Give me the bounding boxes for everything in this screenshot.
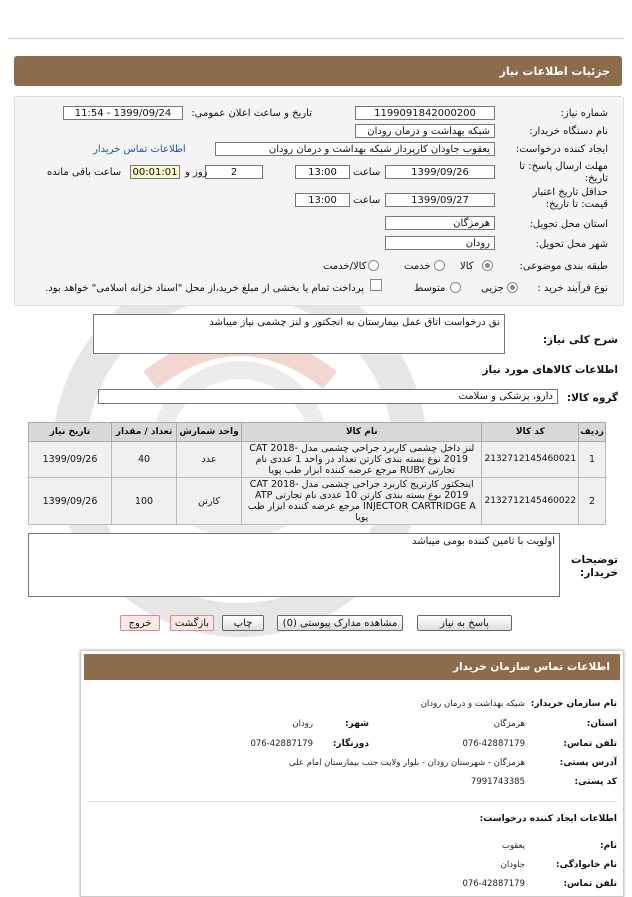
contact-card-header xyxy=(84,654,620,680)
category-label: طبقه بندی موضوعی: xyxy=(519,261,608,272)
exit-button[interactable]: خروج xyxy=(120,615,160,631)
table-row xyxy=(29,478,606,525)
col-date: تاریخ نیاز xyxy=(29,423,112,442)
back-button[interactable]: بازگشت xyxy=(170,615,214,631)
print-button[interactable]: چاپ xyxy=(222,615,264,631)
col-row: ردیف xyxy=(579,423,606,442)
city-field: رودان xyxy=(385,236,495,250)
cell-date: 1399/09/26 xyxy=(29,442,112,478)
city-value: رودان xyxy=(292,719,313,729)
category-radio-goods[interactable] xyxy=(482,260,493,272)
attachments-button[interactable]: مشاهده مدارک پیوستی (0) xyxy=(277,615,403,631)
need-number-field: 1199091842000200 xyxy=(355,106,495,120)
cell-qty: 40 xyxy=(112,442,177,478)
province-label: استان: xyxy=(586,719,617,729)
cell-unit: عدد xyxy=(177,442,242,478)
cell-code: 2132712145460021 xyxy=(482,442,579,478)
deadline-label: مهلت ارسال پاسخ: تا تاریخ: xyxy=(519,161,608,184)
goods-section-title: اطلاعات کالاهای مورد نیاز xyxy=(482,364,618,376)
col-unit: واحد شمارش xyxy=(177,423,242,442)
cell-code: 2132712145460022 xyxy=(482,478,579,525)
summary-textarea: نق درخواست اتاق عمل بیمارستان به انجکتور و لنز چشمی نیاز میباشد xyxy=(93,314,505,354)
top-divider xyxy=(8,38,624,39)
payment-note: پرداخت تمام یا بخشی از مبلغ خرید،از محل "اسناد خزانه اسلامی" خواهد بود. xyxy=(45,283,364,294)
category-radio-both[interactable] xyxy=(368,260,379,272)
creator-section-title: اطلاعات ایجاد کننده درخواست: xyxy=(479,814,617,824)
deadline-date-field: 1399/09/26 xyxy=(385,165,495,179)
days-label: روز و xyxy=(185,167,208,178)
reply-button[interactable]: پاسخ به نیاز xyxy=(417,615,512,631)
announce-field: 1399/09/24 - 11:54 xyxy=(63,106,183,120)
fax-label: دورنگار: xyxy=(332,739,369,749)
goods-group-label: گروه کالا: xyxy=(566,392,618,404)
creator-phone-value: 076-42887179 xyxy=(462,879,525,889)
name-value: یعقوب xyxy=(501,841,525,851)
name-label: نام: xyxy=(600,841,617,851)
buyer-notes-textarea: اولویت با تامین کننده بومی میباشد xyxy=(28,533,560,597)
province-value: هرمزگان xyxy=(493,719,525,729)
col-name: نام کالا xyxy=(242,423,482,442)
cell-name: اینجکتور کارتریج کاربرد جراحی چشمی مدل CAT 2018-2019 نوع بسته بندی کارتن 10 عددی نام تجارتی ATP INJECTOR CARTRIDGE A مرجع عرضه کننده ابزار طب پویا xyxy=(242,478,482,525)
phone-label: تلفن تماس: xyxy=(563,739,617,749)
org-value: شبکه بهداشت و درمان رودان xyxy=(420,699,525,709)
goods-table xyxy=(28,422,606,525)
goods-group-field: دارو، پزشکی و سلامت xyxy=(98,389,558,404)
creator-field: یعقوب جاودان کارپرداز شبکه بهداشت و درمان رودان xyxy=(215,142,495,156)
validity-time-label: ساعت xyxy=(353,195,381,206)
page-header xyxy=(14,56,622,86)
category-option-service: خدمت xyxy=(404,261,431,272)
contact-divider xyxy=(87,801,617,802)
buyer-label: نام دستگاه خریدار: xyxy=(529,126,608,137)
province-field: هرمزگان xyxy=(385,216,495,230)
cell-row: 1 xyxy=(579,442,606,478)
summary-label: شرح کلی نیاز: xyxy=(542,334,618,346)
buyer-contact-link[interactable]: اطلاعات تماس خریدار xyxy=(93,144,186,155)
category-option-both: کالا/خدمت xyxy=(323,261,367,272)
need-number-label: شماره نیاز: xyxy=(560,108,608,119)
province-label: استان محل تحویل: xyxy=(529,219,608,230)
category-radio-service[interactable] xyxy=(434,260,445,272)
goods-table-header xyxy=(29,423,606,442)
creator-label: ایجاد کننده درخواست: xyxy=(515,144,608,155)
family-label: نام خانوادگی: xyxy=(555,860,617,870)
announce-label: تاریخ و ساعت اعلان عمومی: xyxy=(191,108,312,119)
deadline-time-label: ساعت xyxy=(353,167,381,178)
city-label: شهر: xyxy=(345,719,369,729)
process-radio-medium[interactable] xyxy=(450,282,461,294)
category-option-goods: کالا xyxy=(460,261,474,272)
deadline-time-field: 13:00 xyxy=(295,165,350,179)
org-label: نام سازمان خریدار: xyxy=(530,699,617,709)
family-value: جاودان xyxy=(500,860,525,870)
treasury-payment-checkbox[interactable] xyxy=(370,279,382,291)
process-label: نوع فرآیند خرید : xyxy=(537,283,608,294)
creator-phone-label: تلفن تماس: xyxy=(563,879,617,889)
days-field: 2 xyxy=(205,165,263,179)
remaining-time-field: 00:01:01 xyxy=(130,165,180,179)
validity-date-field: 1399/09/27 xyxy=(385,193,495,207)
validity-label: حداقل تاریخ اعتبار قیمت: تا تاریخ: xyxy=(532,187,608,210)
address-label: آدرس پستی: xyxy=(559,758,617,768)
process-option-minor: جزیی xyxy=(481,283,504,294)
validity-time-field: 13:00 xyxy=(295,193,350,207)
address-value: هرمزگان - شهرستان رودان - بلوار ولایت جنب بیمارستان امام علی xyxy=(289,758,525,768)
buyer-field: شبکه بهداشت و درمان رودان xyxy=(355,124,495,138)
cell-row: 2 xyxy=(579,478,606,525)
process-option-medium: متوسط xyxy=(414,283,446,294)
phone-value: 076-42887179 xyxy=(462,739,525,749)
page-title: جزئیات اطلاعات نیاز xyxy=(499,65,610,78)
process-radio-minor[interactable] xyxy=(507,282,518,294)
remaining-label: ساعت باقی مانده xyxy=(47,167,122,178)
postal-label: کد پستی: xyxy=(574,777,617,787)
contact-card-title: اطلاعات تماس سازمان خریدار xyxy=(453,661,610,673)
city-label: شهر محل تحویل: xyxy=(535,239,608,250)
col-qty: تعداد / مقدار xyxy=(112,423,177,442)
postal-value: 7991743385 xyxy=(470,777,525,787)
fax-value: 076-42887179 xyxy=(250,739,313,749)
col-code: کد کالا xyxy=(482,423,579,442)
table-row xyxy=(29,442,606,478)
cell-unit: کارتن xyxy=(177,478,242,525)
buyer-notes-label: توضیحات خریدار: xyxy=(570,554,618,579)
buyer-contact-card xyxy=(80,650,624,897)
cell-qty: 100 xyxy=(112,478,177,525)
cell-name: لنز داخل چشمی کاربرد جراحی چشمی مدل CAT 2018-2019 نوع بسته بندی کارتن تعداد در واحد 1 عددی نام تجارتی RUBY مرجع عرضه کننده ابزار طب پویا xyxy=(242,442,482,478)
cell-date: 1399/09/26 xyxy=(29,478,112,525)
